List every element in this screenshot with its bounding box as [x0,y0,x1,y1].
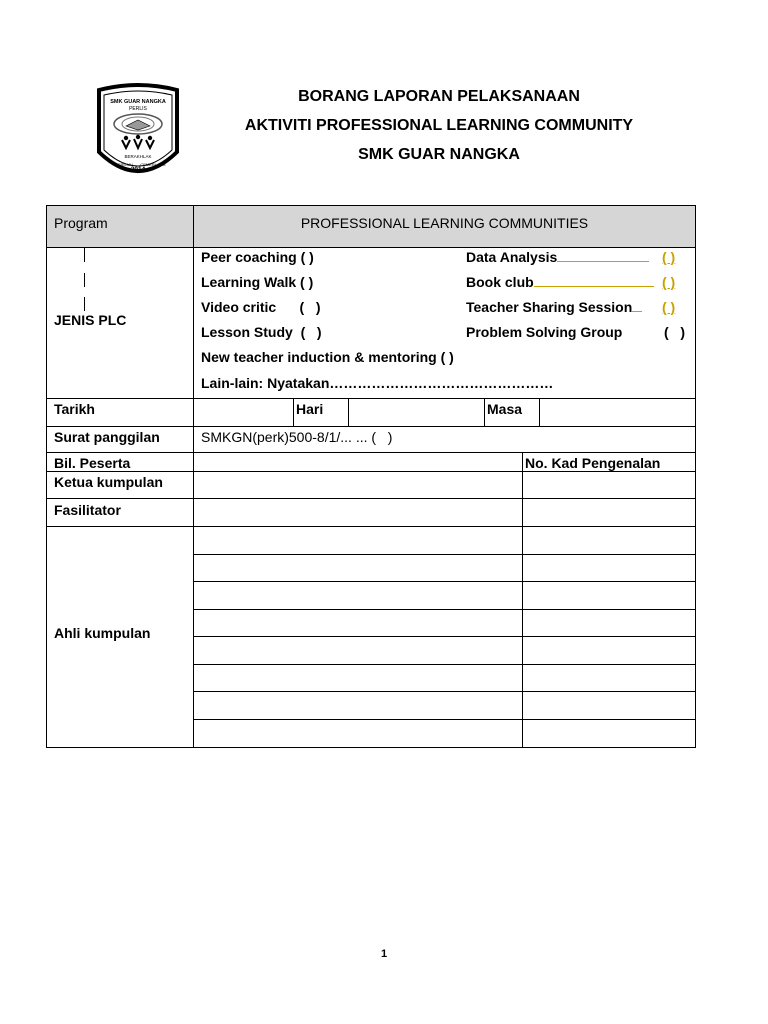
page-number: 1 [380,948,388,960]
ahli-label: Ahli kumpulan [54,625,151,641]
form-title-line1: BORANG LAPORAN PELAKSANAAN [298,88,580,105]
ahli-name-field[interactable] [193,719,523,748]
logo-motto-top: BERAKHLAK [124,154,152,159]
option-teacher-sharing-mark: ( ) [662,299,676,315]
option-book-club-mark: ( ) [662,274,676,290]
option-data-analysis-mark: ( ) [662,249,676,265]
option-video-critic: Video critic ( ) [201,299,321,315]
ahli-ic-field[interactable] [522,636,696,665]
marker-bar [84,248,85,262]
ahli-ic-field[interactable] [522,719,696,748]
ahli-ic-field[interactable] [522,581,696,610]
logo-motto-left: BERILMU [115,162,133,167]
tarikh-value-field[interactable] [193,398,294,427]
ahli-ic-field[interactable] [522,609,696,637]
ahli-name-field[interactable] [193,581,523,610]
option-problem-solving-mark: ( ) [664,324,685,340]
option-teacher-sharing: Teacher Sharing Session [466,299,642,315]
logo-school-name: SMK GUAR NANGKA [110,99,166,105]
marker-bar [84,297,85,311]
surat-value: SMKGN(perk)500-8/1/... ... ( ) [201,429,393,445]
logo-year: 2014 [130,166,146,173]
ketua-ic-field[interactable] [522,471,696,499]
masa-label: Masa [487,401,523,417]
ahli-name-field[interactable] [193,636,523,665]
option-book-club: Book club [466,274,654,290]
school-logo [93,82,183,186]
program-label: Program [54,215,108,231]
option-peer-coaching: Peer coaching ( ) [201,249,314,265]
surat-label: Surat panggilan [54,429,160,445]
form-title-line3: SMK GUAR NANGKA [358,146,520,163]
form-title-block [200,86,678,173]
option-lesson-study: Lesson Study ( ) [201,324,322,340]
tarikh-label: Tarikh [54,401,95,417]
ketua-name-field[interactable] [193,471,523,499]
option-data-analysis: Data Analysis [466,249,649,265]
option-learning-walk: Learning Walk ( ) [201,274,314,290]
ahli-ic-field[interactable] [522,691,696,720]
option-problem-solving: Problem Solving Group [466,324,623,340]
option-new-teacher: New teacher induction & mentoring ( ) [201,349,454,365]
fasilitator-name-field[interactable] [193,498,523,527]
ahli-ic-field[interactable] [522,526,696,555]
option-lain-lain: Lain-lain: Nyatakan………………………………………… [201,375,554,391]
masa-value-field[interactable] [539,398,696,427]
fasilitator-label: Fasilitator [54,502,121,518]
program-value: PROFESSIONAL LEARNING COMMUNITIES [300,215,589,231]
bil-value-field[interactable] [193,452,523,472]
marker-bar [84,273,85,287]
form-title-line2: AKTIVITI PROFESSIONAL LEARNING COMMUNITY [244,117,634,134]
ahli-ic-field[interactable] [522,664,696,692]
logo-motto-right: CEMERLANG [140,162,166,167]
ahli-ic-field[interactable] [522,554,696,582]
ahli-name-field[interactable] [193,609,523,637]
logo-state: PERLIS [129,106,147,112]
ketua-label: Ketua kumpulan [54,474,163,490]
ahli-name-field[interactable] [193,526,523,555]
ahli-name-field[interactable] [193,664,523,692]
ahli-name-field[interactable] [193,554,523,582]
kad-label: No. Kad Pengenalan [525,455,661,471]
jenis-plc-label: JENIS PLC [54,312,127,328]
fasilitator-ic-field[interactable] [522,498,696,527]
hari-label: Hari [296,401,324,417]
ahli-name-field[interactable] [193,691,523,720]
bil-label: Bil. Peserta [54,455,131,471]
hari-value-field[interactable] [348,398,485,427]
